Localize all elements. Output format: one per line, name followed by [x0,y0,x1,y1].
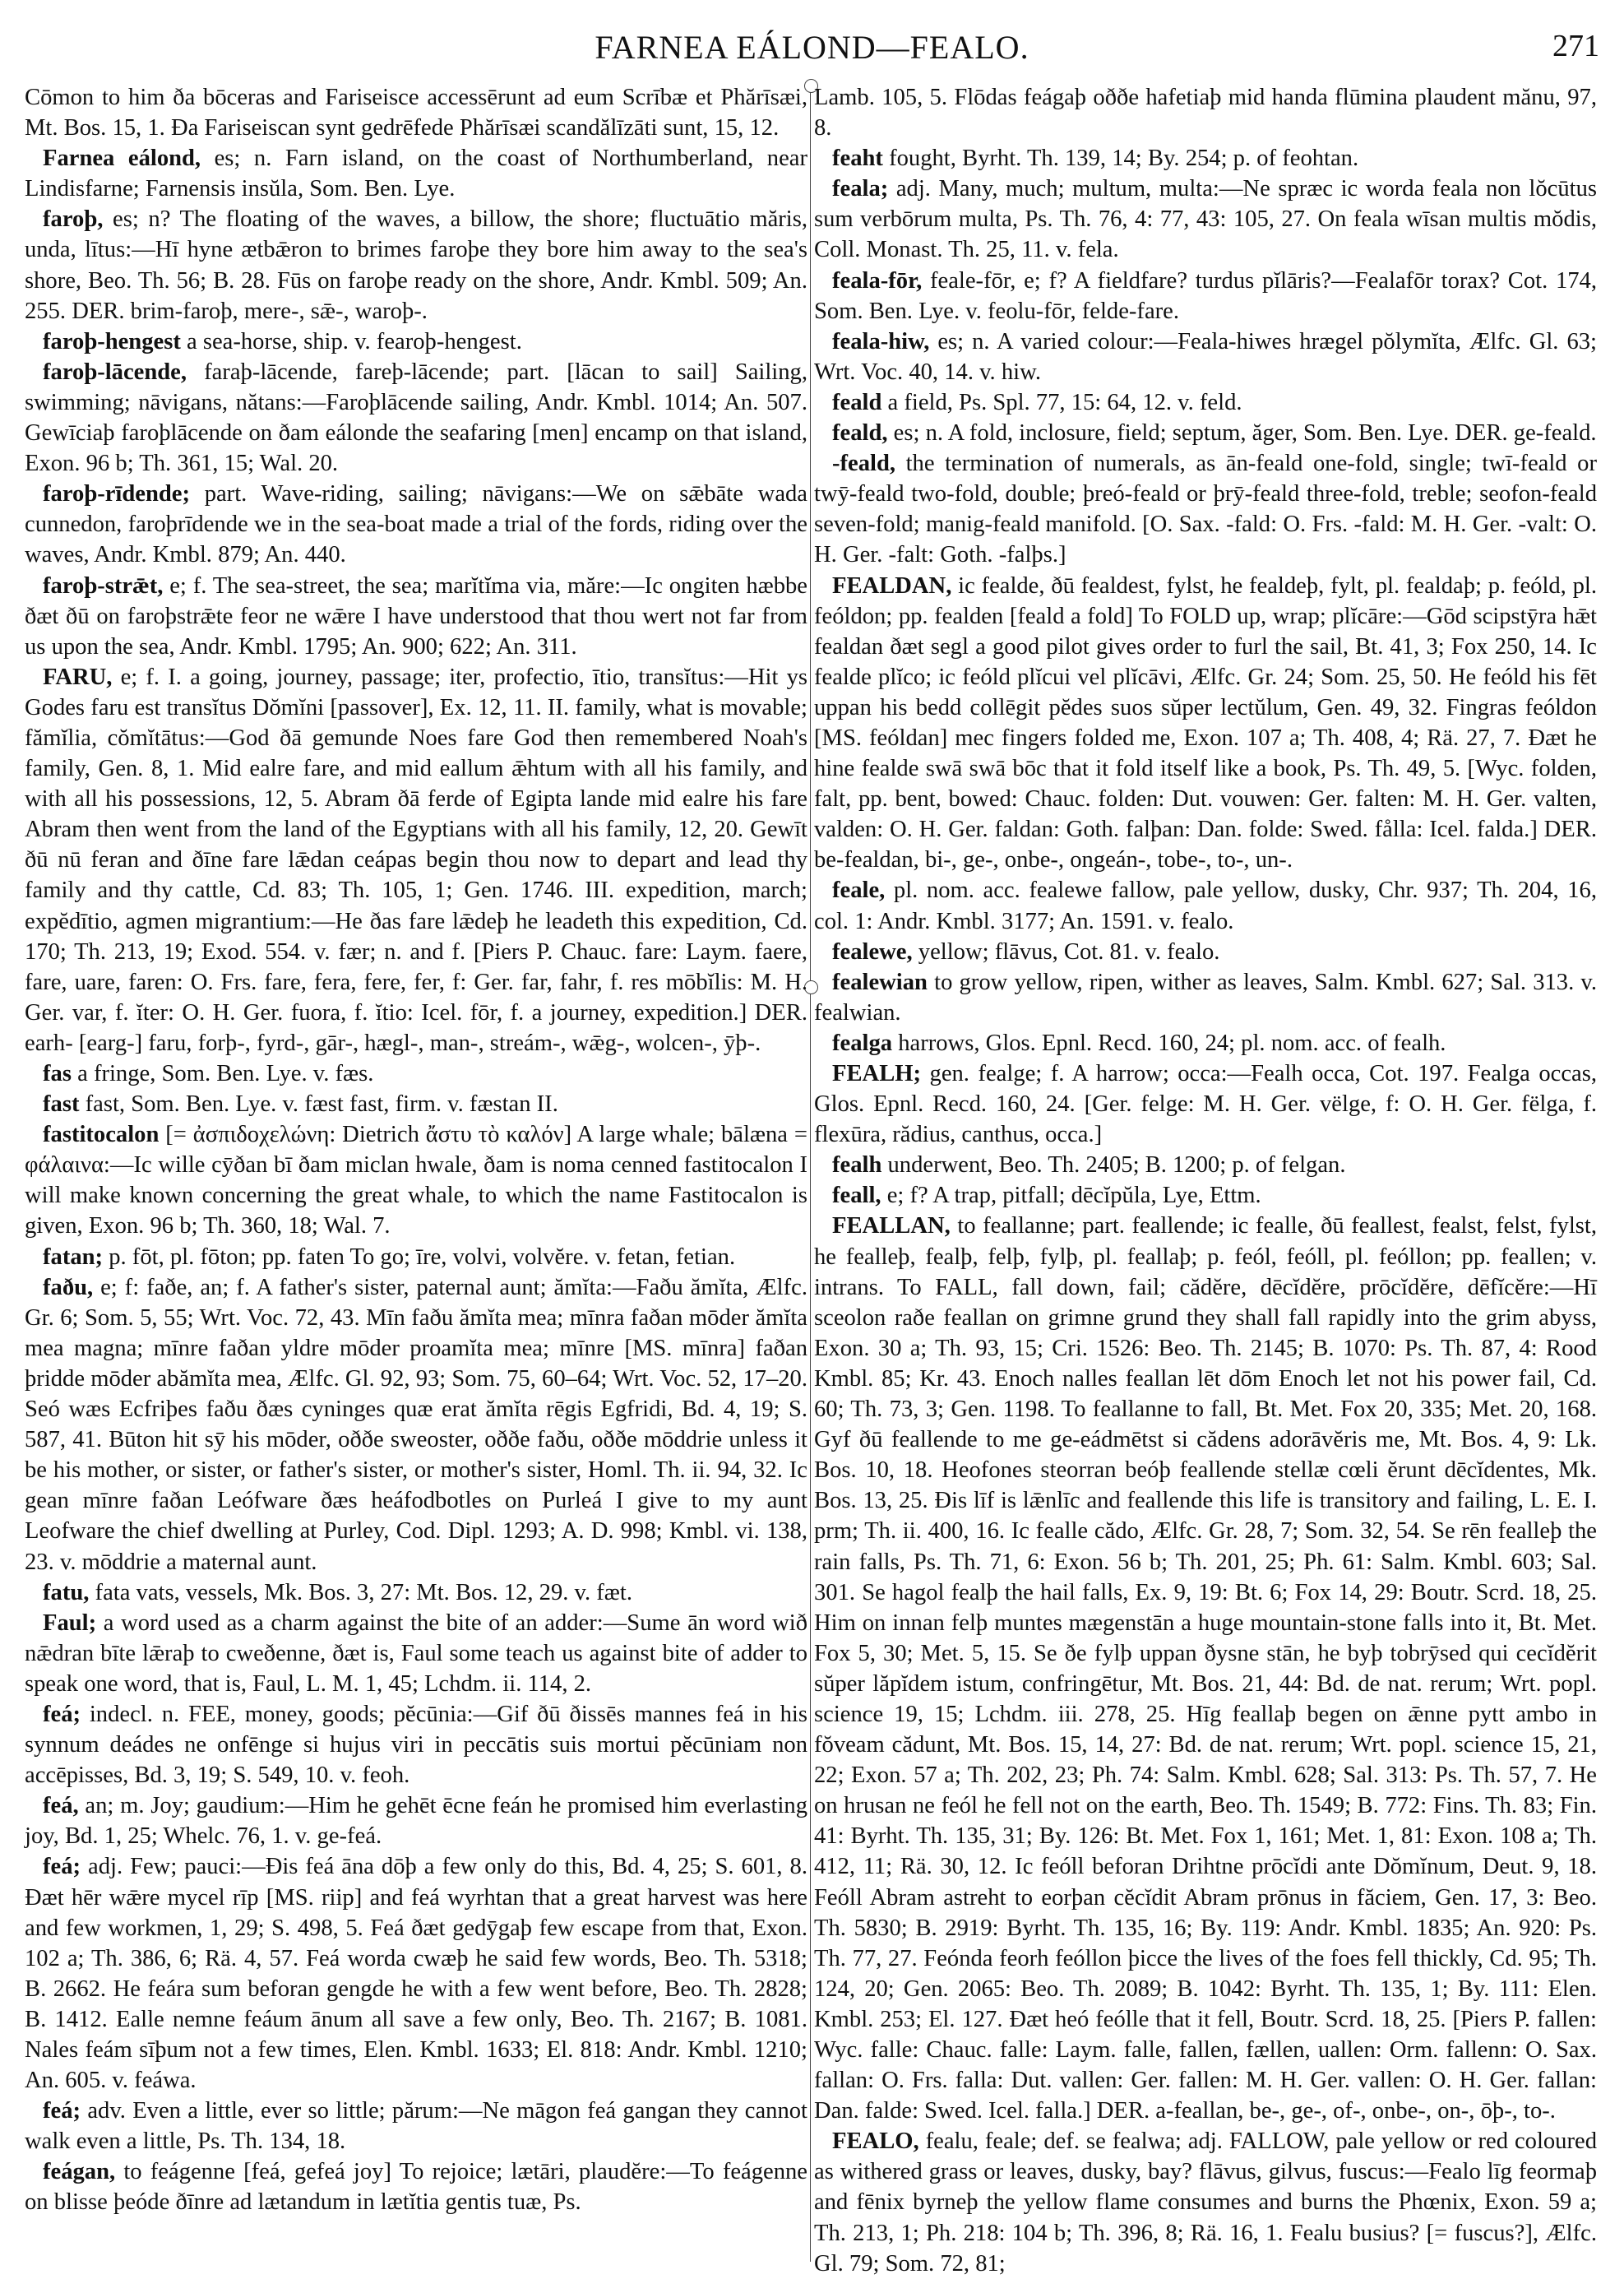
dictionary-entry [814,327,1597,387]
entry-headword: faroþ-rīdende; [43,481,190,507]
entry-definition: faraþ-lācende, fareþ-lācende; part. [lācan to sail] Sailing, swimming; nāvigans, nătans:—Faroþlācende sailing, Andr. Kmbl. 1014; An. 507. Gewīciaþ faroþlācende on ðam eálonde the seafaring [men] encamp on that island, Exon. 96 b; Th. 361, 15; Wal. 20. [25,359,807,477]
dictionary-entry [25,1790,807,1851]
entry-headword: feale, [832,878,886,904]
dictionary-entry [25,204,807,326]
dictionary-entry [814,875,1597,936]
page-number: 271 [1552,29,1599,63]
entry-definition: ic fealde, ðū fealdest, fylst, he fealdeþ, fylt, pl. fealdaþ; p. feóld, pl. feóldon; pp. fealden [feald a fold] To FOLD up, wrap; plĭcāre:—Gōd scipstȳra hǣt fealdan ðæt segl a good pilot gives order to furl the sail, Bt. 41, 3; Fox 250, 14. Ic fealde plĭco; ic feóld plĭcui vel plĭcāvi, Ælfc. Gr. 24; Som. 25, 50. He feóld his fēt uppan his bedd collēgit pĕdes suos sŭper lectŭlum, Gen. 49, 32. Fingras feóldon [MS. feóldan] mec fingers folded me, Exon. 107 a; Th. 408, 4; Rä. 27, 7. Ðæt he hine fealde swā swā bōc that it fold itself like a book, Ps. Th. 49, 5. [Wyc. folden, falt, pp. bent, bowed: Chauc. folden: Dut. vouwen: Ger. falten: M. H. Ger. valten, valden: O. H. Ger. faldan: Goth. falþan: Dan. folde: Swed. fålla: Icel. falda.] DER. be-fealdan, bi-, ge-, onbe-, ongeán-, tobe-, to-, un-. [814,572,1597,873]
entry-headword: Farnea eálond, [43,146,201,172]
dictionary-entry [25,1119,807,1241]
dictionary-entry [814,1058,1597,1150]
entry-definition: to feallanne; part. feallende; ic fealle, ðū feallest, fealst, felst, fylst, he fealleþ, fealþ, felþ, fylþ, pl. feallaþ; p. feól, feóll, pl. feóllon; pp. feallen; v. intrans. To FALL, fall down, fail; cădĕre, dēcĭdĕre, prōcĭdĕre, dēfĭcĕre:—Hī sceolon raðe feallan on grimne grund they shall fall rapidly into the grim abyss, Exon. 30 a; Th. 93, 15; Cri. 1526: Beo. Th. 2145; B. 1070: Ps. Th. 87, 4: Rood Kmbl. 85; Kr. 43. Enoch nalles feallan lēt dōm Enoch let not his power fail, Cd. 60; Th. 73, 3; Gen. 1198. To feallanne to fall, Bt. Met. Fox 20, 335; Met. 20, 168. Gyf ðū feallende to me ge-eádmētst si cădens adorāvĕris me, Mt. Bos. 4, 9: Lk. Bos. 10, 18. Heofones steorran beóþ feallende stellæ cœli ĕrunt dēcĭdentes, Mk. Bos. 13, 25. Ðis līf is lǣnlīc and feallende this life is transitory and failing, L. E. I. prm; Th. ii. 400, 16. Ic fealle cădo, Ælfc. Gr. 28, 7; Som. 32, 54. Se rēn fealleþ the rain falls, Ps. Th. 71, 6: Exon. 56 b; Th. 201, 25; Ph. 61: Salm. Kmbl. 603; Sal. 301. Se hagol fealþ the hail falls, Ex. 9, 19: Bt. 6; Fox 14, 29: Boutr. Scrd. 18, 25. Him on innan felþ muntes mægenstān a huge mountain-stone falls into it, Bt. Met. Fox 5, 30; Met. 5, 15. Se ðe fylþ uppan ðysne stān, he byþ tobrȳsed qui cecĭdĕrit sŭper lăpĭdem istum, confringētur, Mt. Bos. 21, 44: Bd. de nat. rerum; Wrt. popl. science 19, 15; Lchdm. iii. 278, 25. Hīg feallaþ begen on ǣnne pytt ambo in fŏveam cădunt, Mt. Bos. 15, 14, 27: Bd. de nat. rerum; Wrt. popl. science 15, 21, 22; Exon. 57 a; Th. 202, 23; Ph. 74: Salm. Kmbl. 628; Sal. 313: Ps. Th. 57, 7. He on hrusan ne feól he fell not on the earth, Beo. Th. 1549; B. 772: Fins. Th. 83; Fin. 41: Byrht. Th. 135, 31; By. 126: Bt. Met. Fox 1, 161; Met. 1, 81: Exon. 108 a; Th. 412, 11; Rä. 30, 12. Ic feóll beforan Drihtne prōcĭdi ante Dŏmĭnum, Deut. 9, 18. Feóll Abram astreht to eorþan cĕcĭdit Abram prōnus in făciem, Gen. 17, 3: Beo. Th. 5830; B. 2919: Byrht. Th. 135, 16; By. 119: Andr. Kmbl. 1835; An. 920: Ps. Th. 77, 27. Feónda feorh feóllon þicce the lives of the foes fell thickly, Cd. 95; Th. 124, 20; Gen. 2065: Beo. Th. 2089; B. 1042: Byrht. Th. 135, 1; By. 111: Elen. Kmbl. 253; El. 127. Ðæt heó feólle that it fell, Boutr. Scrd. 18, 25. [Piers P. fallen: Wyc. falle: Chauc. falle: Laym. falle, fallen, fællen, uallen: Orm. fallenn: O. Sax. fallan: O. Frs. falla: Dut. vallen: Ger. fallen: M. H. Ger. vallen: O. H. Ger. fallan: Dan. falde: Swed. Icel. falla.] DER. a-feallan, be-, ge-, of-, onbe-, on-, ōþ-, to-. [814,1213,1597,2124]
entry-headword: feala-fōr, [832,267,923,294]
dictionary-entry [25,1242,807,1272]
entry-headword: FEALO, [832,2128,919,2155]
dictionary-entry [814,1150,1597,1180]
left-column [25,82,807,2218]
dictionary-entry [814,967,1597,1028]
entry-definition: a sea-horse, ship. v. fearoþ-hengest. [180,328,522,354]
entry-definition: fast, Som. Ben. Lye. v. fæst fast, firm. v. fæstan II. [79,1091,558,1118]
dictionary-entry [25,1608,807,1699]
dictionary-entry [814,1180,1597,1211]
entry-definition: part. Wave-riding, sailing; nāvigans:—We on sǣbāte wada cunnedon, faroþrīdende we in the sea-boat made a trial of the fords, riding over the waves, Andr. Kmbl. 879; An. 440. [25,481,807,568]
entry-headword: Faul; [43,1610,97,1636]
dictionary-entry [814,418,1597,448]
entry-headword: feala-hiw, [832,328,930,354]
entry-definition: p. fōt, pl. fōton; pp. faten To go; īre, volvi, volvĕre. v. fetan, fetian. [103,1244,736,1270]
page-title: FARNEA EÁLOND—FEALO. [595,29,1029,66]
entry-definition: the termination of numerals, as ān-feald one-fold, single; twī-feald or twȳ-feald two-fold, double; þreó-feald or þrȳ-feald three-fold, treble; seofon-feald seven-fold; manig-feald manifold. [O. Sax. -fald: O. Frs. -fald: M. H. Ger. -valt: O. H. Ger. -falt: Goth. -falþs.] [814,451,1597,568]
entry-headword: faroþ, [43,206,104,233]
dictionary-entry [25,1272,807,1577]
dictionary-entry [25,662,807,1058]
dictionary-entry [814,82,1597,143]
entry-definition: gen. fealge; f. A harrow; occa:—Fealh occa, Cot. 197. Fealga occas, Glos. Epnl. Recd. 160, 24. [Ger. felge: M. H. Ger. vëlge, f: O. H. Ger. fëlga, f. flexūra, rădius, canthus, occa.] [814,1061,1597,1148]
entry-definition: e; f? A trap, pitfall; dēcĭpŭla, Lye, Ettm. [881,1183,1261,1209]
entry-definition: feale-fōr, e; f? A fieldfare? turdus pĭlāris?—Fealafōr torax? Cot. 174, Som. Ben. Lye. v. feolu-fōr, felde-fare. [814,267,1597,324]
entry-headword: fatu, [43,1579,90,1605]
entry-headword: faroþ-lācende, [43,359,187,385]
dictionary-entry [25,479,807,570]
entry-definition: a field, Ps. Spl. 77, 15: 64, 12. v. feld. [881,389,1242,415]
entry-definition: a fringe, Som. Ben. Lye. v. fæs. [71,1061,374,1086]
dictionary-entry [814,448,1597,570]
entry-definition: yellow; flāvus, Cot. 81. v. fealo. [912,938,1220,965]
dictionary-entry [25,1577,807,1608]
dictionary-entry [814,143,1597,174]
dictionary-entry [814,1211,1597,2126]
dictionary-entry [814,266,1597,327]
entry-headword: FEALH; [832,1061,922,1086]
dictionary-entry [25,2096,807,2156]
entry-definition: harrows, Glos. Epnl. Recd. 160, 24; pl. nom. acc. of fealh. [892,1030,1446,1056]
entry-definition: an; m. Joy; gaudium:—Him he gehēt ēcne feán he promised him everlasting joy, Bd. 1, 25; Whelc. 76, 1. v. ge-feá. [25,1793,807,1850]
entry-definition: to grow yellow, ripen, wither as leaves, Salm. Kmbl. 627; Sal. 313. v. fealwian. [814,969,1597,1026]
dictionary-entry [25,327,807,357]
dictionary-entry [814,2126,1597,2278]
entry-headword: feall, [832,1183,881,1209]
dictionary-entry [25,1699,807,1790]
entry-headword: feá; [43,1854,81,1880]
page-header [25,23,1599,72]
entry-headword: fealewian [832,969,928,995]
entry-definition: fealu, feale; def. se fealwa; adj. FALLOW, pale yellow or red coloured as withered grass or leaves, dusky, bay? flāvus, gilvus, fuscus:—Fealo līg feormaþ and fēnix byrneþ the yellow flame consumes and burns the Phœnix, Exon. 59 a; Th. 213, 1; Ph. 218: 104 b; Th. 396, 8; Rä. 16, 1. Fealu busius? [= fuscus?], Ælfc. Gl. 79; Som. 72, 81; [814,2128,1597,2277]
entry-definition: fata vats, vessels, Mk. Bos. 3, 27: Mt. Bos. 12, 29. v. fæt. [89,1579,632,1605]
entry-definition: a word used as a charm against the bite of an adder:—Sume ān word wið nǣdran bīte lǣraþ to cweðenne, ðæt is, Faul some teach us against bite of adder to speak one word, that is, Faul, L. M. 1, 45; Lchdm. ii. 114, 2. [25,1610,807,1697]
entry-headword: feald, [832,420,888,447]
entry-definition: e; f. I. a going, journey, passage; iter, profectio, ītio, transĭtus:—Hit ys Godes faru est transĭtus Dŏmĭni [passover], Ex. 12, 11. II. family, what is movable; fămĭlia, cŏmĭtātus:—God ðā gemunde Noes fare God then remembered Noah's family, Gen. 8, 1. Mid ealre fare, and mid eallum ǣhtum with all his family, and with all his possessions, 12, 5. Abram ðā ferde of Egipta lande mid ealre his fare Abram then went from the land of the Egyptians with all his family, 12, 20. Gewīt ðū nū feran and ðīne fare lǣdan ceápas begin thou now to depart and lead thy family and thy cattle, Cd. 83; Th. 105, 1; Gen. 1746. III. expedition, march; expĕdītio, agmen migrantium:—He ðas fare lǣdeþ he leadeth this expedition, Cd. 170; Th. 213, 19; Exod. 554. v. fær; n. and f. [Piers P. Chauc. fare: Laym. faere, fare, uare, faren: O. Frs. fare, fera, fere, fer, f: Ger. far, fahr, f. res mōbĭlis: M. H. Ger. var, f. ĭter: O. H. Ger. fuora, f. ĭtio: Icel. fōr, f. a journey, expedition.] DER. earh- [earg-] faru, forþ-, fyrd-, gār-, hægl-, man-, streám-, wǣg-, wolcen-, ȳþ-. [25,664,807,1056]
entry-definition: es; n? The floating of the waves, a billow, the shore; fluctuātio măris, unda, lītus:—Hī hyne ætbǣron to brimes faroþe they bore him away to the sea's shore, Beo. Th. 56; B. 28. Fūs on faroþe ready on the shore, Andr. Kmbl. 509; An. 255. DER. brim-faroþ, mere-, sǣ-, waroþ-. [25,206,807,324]
entry-definition: e; f: faðe, an; f. A father's sister, paternal aunt; ămĭta:—Faðu ămĭta, Ælfc. Gr. 6; Som. 5, 55; Wrt. Voc. 72, 43. Mīn faðu ămĭta mea; mīnra faðan mōder ămĭta mea magna; mīnre faðan yldre mōder proamĭta mea; mīnre [MS. mīnra] faðan þridde mōder abămĭta mea, Ælfc. Gl. 92, 93; Som. 75, 60–64; Wrt. Voc. 52, 17–20. Seó wæs Ecfriþes faðu ðæs cyninges quæ erat ămĭta rēgis Egfridi, Bd. 4, 19; S. 587, 41. Būton hit sȳ his mōder, oððe sweoster, oððe faðu, oððe mōddrie unless it be his mother, or sister, or father's sister, or mother's sister, Homl. Th. ii. 94, 32. Ic gean mīnre faðan Leófware ðæs heáfodbotles on Purleá I give to my aunt Leofware the chief dwelling at Purley, Cod. Dipl. 1293; A. D. 998; Kmbl. vi. 138, 23. v. mōddrie a maternal aunt. [25,1274,807,1575]
dictionary-entry [25,357,807,479]
dictionary-entry [25,2156,807,2217]
dictionary-entry [25,1058,807,1089]
entry-headword: feald [832,389,882,415]
column-divider [810,82,811,2262]
entry-headword: feágan, [43,2159,116,2185]
entry-headword: feala; [832,176,889,202]
entry-headword: fealewe, [832,938,913,965]
entry-definition: fought, Byrht. Th. 139, 14; By. 254; p. of feohtan. [882,146,1359,172]
entry-headword: fas [43,1061,72,1086]
entry-headword: fealh [832,1152,882,1179]
entry-headword: FEALDAN, [832,572,952,599]
entry-headword: FARU, [43,664,113,690]
entry-headword: faroþ-hengest [43,328,181,354]
entry-definition: adj. Many, much; multum, multa:—Ne spræc ic worda feala non lŏcūtus sum verbōrum multa, Ps. Th. 76, 4: 77, 43: 105, 27. On feala wīsan multis mŏdis, Coll. Monast. Th. 25, 11. v. fela. [814,176,1597,263]
right-column [814,82,1597,2279]
entry-headword: fatan; [43,1244,104,1270]
dictionary-entry [25,1851,807,2096]
entry-definition: Cōmon to him ða bōceras and Fariseisce accessērunt ad eum Scrībæ et Phărīsæi, Mt. Bos. 15, 1. Ða Fariseiscan synt gedrēfede Phărīsæi scandălīzāti sunt, 15, 12. [25,85,807,141]
entry-headword: feaht [832,146,883,172]
entry-headword: FEALLAN, [832,1213,951,1239]
entry-definition: adj. Few; pauci:—Ðis feá āna dōþ a few only do this, Bd. 4, 25; S. 601, 8. Ðæt hēr wǣre mycel rīp [MS. riip] and feá wyrhtan that a great harvest was here and few workmen, 1, 29; S. 498, 5. Feá ðæt gedȳgaþ few escape from that, Exon. 102 a; Th. 386, 6; Rä. 4, 57. Feá worda cwæþ he said few words, Beo. Th. 5318; B. 2662. He feára sum beforan gengde he with a few went before, Beo. Th. 2828; B. 1412. Ealle nemne feáum ānum all save a few only, Beo. Th. 2167; B. 1081. Nales feám sīþum not a few times, Elen. Kmbl. 1633; El. 818: Andr. Kmbl. 1210; An. 605. v. feáwa. [25,1854,807,2094]
entry-definition: [= ἀσπιδοχελώνη: Dietrich ἄστυ τὸ καλόν] A large whale; bālæna = φάλαινα:—Ic wille cȳðan bī ðam miclan hwale, ðam is noma cenned fastitocalon I will make known concerning the great whale, to which the name Fastitocalon is given, Exon. 96 b; Th. 360, 18; Wal. 7. [25,1122,807,1239]
entry-headword: faroþ-strǣt, [43,572,164,599]
entry-definition: pl. nom. acc. fealewe fallow, pale yellow, dusky, Chr. 937; Th. 204, 16, col. 1: Andr. Kmbl. 3177; An. 1591. v. fealo. [814,878,1597,934]
entry-headword: faðu, [43,1274,94,1300]
entry-definition: underwent, Beo. Th. 2405; B. 1200; p. of felgan. [881,1152,1346,1179]
entry-headword: feá; [43,2098,81,2124]
dictionary-entry [814,937,1597,967]
entry-definition: es; n. A fold, inclosure, field; septum, ăger, Som. Ben. Lye. DER. ge-feald. [887,420,1597,447]
dictionary-entry [25,143,807,204]
entry-headword: -feald, [832,451,896,477]
entry-definition: indecl. n. FEE, money, goods; pĕcūnia:—Gif ðū ðissēs mannes feá in his synnum deádes ne onfēnge si hujus viri in peccātis suis mortui pĕcūniam non accēpisses, Bd. 3, 19; S. 549, 10. v. feoh. [25,1701,807,1789]
dictionary-entry [25,1089,807,1119]
entry-headword: feá; [43,1701,81,1727]
entry-definition: e; f. The sea-street, the sea; marĭtĭma via, măre:—Ic ongiten hæbbe ðæt ðū on faroþstrǣte feor ne wǣre I have understood that thou wert not far from us upon the sea, Andr. Kmbl. 1795; An. 900; 622; An. 311. [25,572,807,660]
entry-definition: adv. Even a little, ever so little; părum:—Ne māgon feá gangan they cannot walk even a little, Ps. Th. 134, 18. [25,2098,807,2155]
dictionary-entry [814,174,1597,265]
entry-definition: es; n. Farn island, on the coast of Northumberland, near Lindisfarne; Farnensis insŭla, Som. Ben. Lye. [25,146,807,202]
dictionary-entry [814,571,1597,876]
dictionary-entry [814,387,1597,418]
entry-headword: fast [43,1091,80,1118]
entry-headword: fealga [832,1030,893,1056]
entry-definition: Lamb. 105, 5. Flōdas feágaþ oððe hafetiaþ mid handa flūmina plaudent mănu, 97, 8. [814,85,1597,141]
entry-definition: to feágenne [feá, gefeá joy] To rejoice; lætāri, plaudĕre:—To feágenne on blisse þeóde ðīnre ad lætandum in lætĭtia gentis tuæ, Ps. [25,2159,807,2216]
dictionary-entry [25,82,807,143]
entry-headword: fastitocalon [43,1122,160,1148]
entry-definition: es; n. A varied colour:—Feala-hiwes hrægel pŏlymĭta, Ælfc. Gl. 63; Wrt. Voc. 40, 14. v. hiw. [814,328,1597,385]
dictionary-entry [25,571,807,662]
entry-headword: feá, [43,1793,79,1819]
dictionary-entry [814,1028,1597,1058]
